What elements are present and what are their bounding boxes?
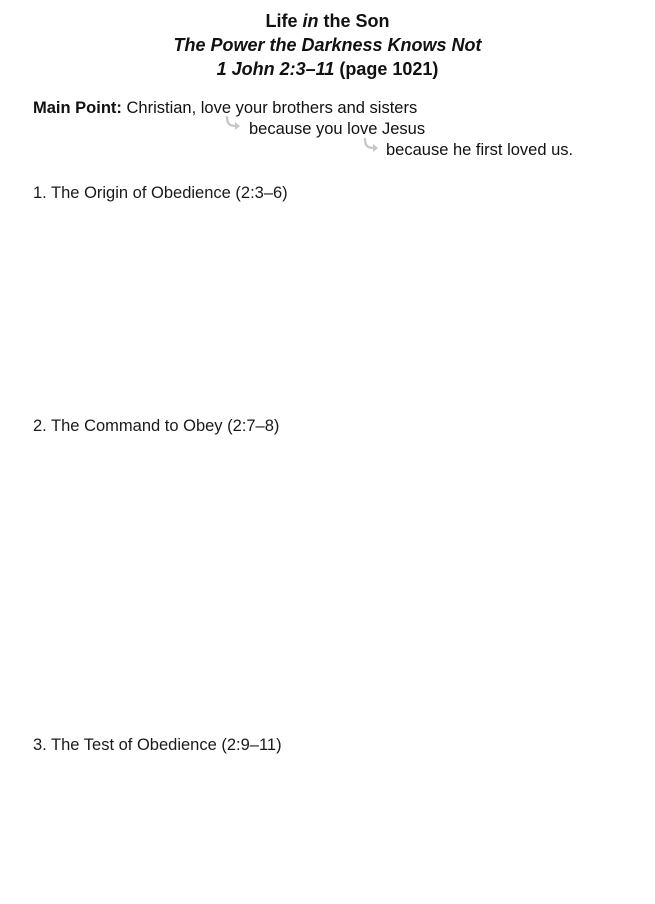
- scripture-passage: 1 John 2:3–11: [216, 59, 335, 79]
- main-point-line-2: because you love Jesus: [249, 120, 426, 138]
- title-text-emphasis: in: [302, 11, 319, 31]
- page-reference: (page 1021): [334, 59, 439, 79]
- sermon-subtitle: The Power the Darkness Knows Not: [173, 35, 482, 55]
- sermon-title: [0, 9, 655, 33]
- main-point-line-3: because he first loved us.: [386, 141, 574, 159]
- main-point-label: Main Point:: [33, 99, 122, 117]
- title-text-start: Life: [265, 11, 303, 31]
- curved-arrow-icon: [362, 138, 380, 154]
- scripture-reference: [0, 57, 655, 81]
- main-point-line-1: Christian, love your brothers and sisters: [121, 99, 418, 117]
- section-heading-origin: 1. The Origin of Obedience (2:3–6): [33, 184, 288, 202]
- sermon-header: [0, 9, 655, 81]
- curved-arrow-icon: [224, 116, 242, 132]
- title-text-end: the Son: [318, 11, 390, 31]
- section-heading-test: 3. The Test of Obedience (2:9–11): [33, 736, 282, 754]
- section-heading-command: 2. The Command to Obey (2:7–8): [33, 417, 280, 435]
